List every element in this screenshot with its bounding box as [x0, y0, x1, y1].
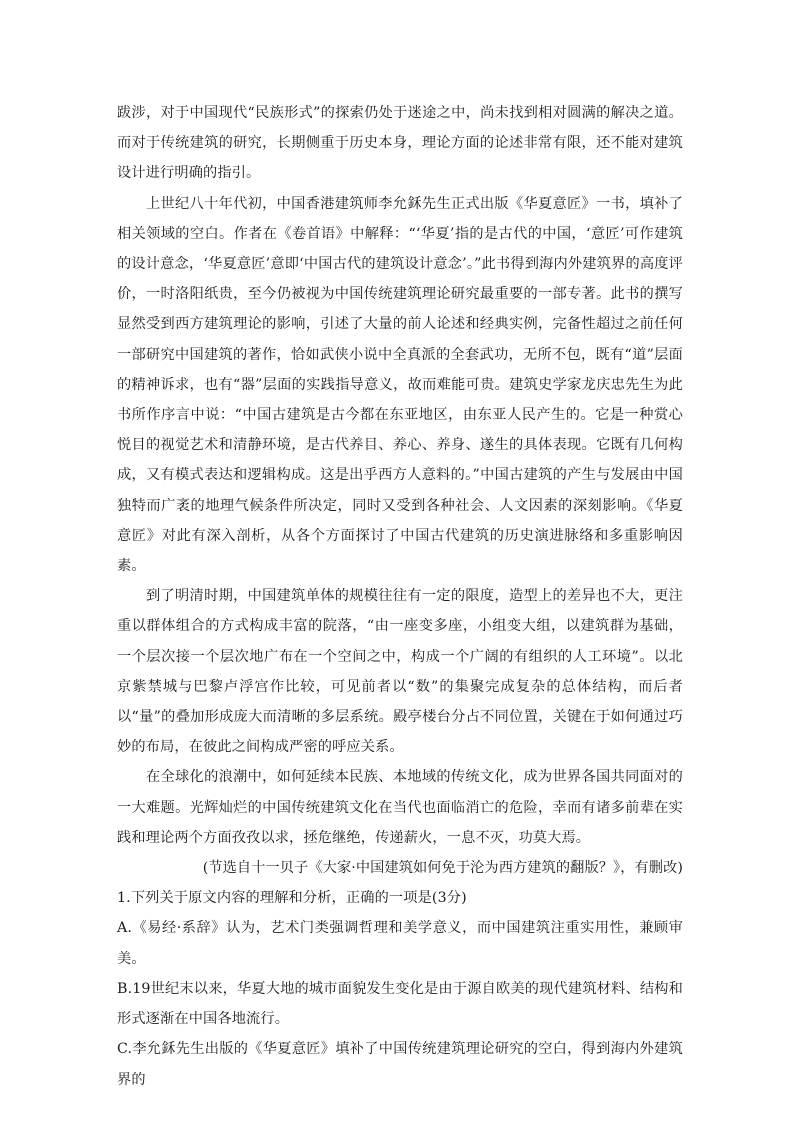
question-stem: 1.下列关于原文内容的理解和分析，正确的一项是(3分) — [117, 890, 467, 907]
paragraph-ming-qing: 到了明清时期，中国建筑单体的规模往往有一定的限度，造型上的差异也不大，更注重以群体组合的方式构成丰富的院落，“由一座变多座，小组变大组，以建筑群为基础，一个层次接一个层次地广布在一个空间之中，构成一个广阔的有组织的人工环境”。以北京紫禁城与巴黎卢浮宫作比较，可见前者以“数”的集聚完成复杂的总体结构，而后者以“量”的叠加形成庞大而清晰的多层系统。殿亭楼台分占不同位置，关键在于如何通过巧妙的布局，在彼此之间构成严密的呼应关系。 — [117, 588, 683, 756]
option-a: A.《易经·系辞》认为，艺术门类强调哲理和美学意义，而中国建筑注重实用性，兼顾审美。 — [117, 920, 683, 967]
source-citation: (节选自十一贝子《大家·中国建筑如何免于沦为西方建筑的翻版？》，有删改) — [202, 860, 683, 877]
paragraph-huaxia-yijiang: 上世纪八十年代初，中国香港建筑师李允鉌先生正式出版《华夏意匠》一书，填补了相关领域的空白。作者在《卷首语》中解释：“‘华夏’指的是古代的中国，‘意匠’可作建筑的设计意念，‘华夏意匠’意即‘中国古代的建筑设计意念’。”此书得到海内外建筑界的高度评价，一时洛阳纸贵，至今仍被视为中国传统建筑理论研究最重要的一部专著。此书的撰写显然受到西方建筑理论的影响，引述了大量的前人论述和经典实例，完备性超过之前任何一部研究中国建筑的著作，恰如武侠小说中全真派的全套武功，无所不包，既有“道”层面的精神诉求，也有“器”层面的实践指导意义，故而难能可贵。建筑史学家龙庆忠先生为此书所作序言中说：“中国古建筑是古今都在东亚地区，由东亚人民产生的。它是一种赏心悦目的视觉艺术和清静环境，是古代养目、养心、养身、遂生的具体表现。它既有几何构成，又有模式表达和逻辑构成。这是出乎西方人意料的。”中国古建筑的产生与发展由中国独特而广袤的地理气候条件所决定，同时又受到各种社会、人文因素的深刻影响。《华夏意匠》对此有深入剖析，从各个方面探讨了中国古代建筑的历史演进脉络和多重影响因素。 — [117, 195, 683, 575]
option-b: B.19世纪末以来，华夏大地的城市面貌发生变化是由于源自欧美的现代建筑材料、结构和形式逐渐在中国各地流行。 — [117, 980, 683, 1028]
paragraph-globalization: 在全球化的浪潮中，如何延续本民族、本地域的传统文化，成为世界各国共同面对的一大难题。光辉灿烂的中国传统建筑文化在当代也面临消亡的危险，幸而有诸多前辈在实践和理论两个方面孜孜以求，拯危继绝，传递薪火，一息不灭，功莫大焉。 — [117, 769, 683, 846]
option-c: C.李允鉌先生出版的《华夏意匠》填补了中国传统建筑理论研究的空白，得到海内外建筑界的 — [117, 1041, 683, 1088]
document-page — [117, 98, 683, 1095]
paragraph-continuation: 跋涉，对于中国现代“民族形式”的探索仍处于迷途之中，尚未找到相对圆满的解决之道。而对于传统建筑的研究，长期侧重于历史本身，理论方面的论述非常有限，还不能对建筑设计进行明确的指引。 — [117, 105, 683, 182]
